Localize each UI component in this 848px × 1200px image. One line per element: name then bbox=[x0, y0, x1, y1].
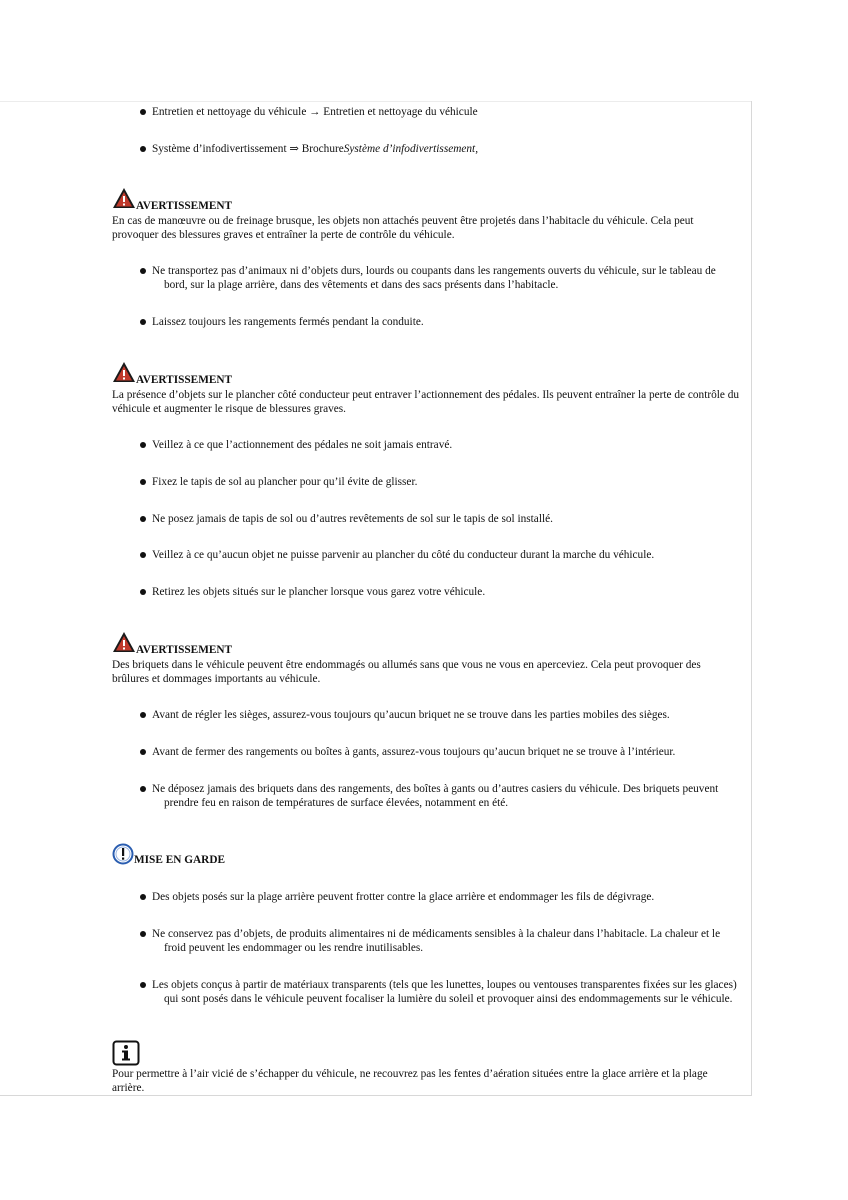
caution-heading: MISE EN GARDE bbox=[112, 853, 225, 867]
page-right-border bbox=[751, 101, 752, 1096]
warning-heading: AVERTISSEMENT bbox=[112, 199, 232, 213]
list-item: Des objets posés sur la plage arrière peuvent frotter contre la glace arrière et endommager les fils de dégivrage. bbox=[140, 890, 740, 904]
list-item: Fixez le tapis de sol au plancher pour qu’il évite de glisser. bbox=[140, 475, 740, 489]
bullet-icon bbox=[140, 552, 146, 558]
warning-paragraph: La présence d’objets sur le plancher côté conducteur peut entraver l’actionnement des pédales. Ils peuvent entraîner la perte de contrôle du véhicule et augmenter le risque de blessures graves. bbox=[112, 389, 740, 415]
bullet-icon bbox=[140, 894, 146, 900]
warning-triangle-icon bbox=[112, 631, 136, 657]
bullet-icon bbox=[140, 982, 146, 988]
caution-exclamation-icon bbox=[112, 843, 134, 869]
list-item: Veillez à ce qu’aucun objet ne puisse parvenir au plancher du côté du conducteur durant la marche du véhicule. bbox=[140, 548, 740, 562]
list-item: Avant de régler les sièges, assurez-vous toujours qu’aucun briquet ne se trouve dans les parties mobiles des sièges. bbox=[140, 708, 740, 722]
warning-triangle-icon bbox=[112, 361, 136, 387]
list-item: Les objets conçus à partir de matériaux transparents (tels que les lunettes, loupes ou ventouses transparentes fixées sur les glaces) qui sont posés dans le véhicule peuvent focaliser la lumière du soleil et provoquer ainsi des endommagements sur le véhicule. bbox=[140, 978, 740, 1006]
warning-heading: AVERTISSEMENT bbox=[112, 373, 232, 387]
warning-triangle-icon bbox=[112, 187, 136, 213]
bullet-icon bbox=[140, 479, 146, 485]
bullet-icon bbox=[140, 786, 146, 792]
warning-paragraph: En cas de manœuvre ou de freinage brusque, les objets non attachés peuvent être projetés dans l’habitacle du véhicule. Cela peut provoquer des blessures graves et entraîner la perte de contrôle du véhicule. bbox=[112, 215, 694, 241]
bullet-icon bbox=[140, 516, 146, 522]
bullet-icon bbox=[140, 749, 146, 755]
list-item: Laissez toujours les rangements fermés pendant la conduite. bbox=[140, 315, 740, 329]
bullet-icon bbox=[140, 146, 146, 152]
bullet-icon bbox=[140, 931, 146, 937]
list-item: Entretien et nettoyage du véhicule → Entretien et nettoyage du véhicule bbox=[140, 105, 740, 119]
list-item: Système d’infodivertissement ⇒ BrochureSystème d’infodivertissement, bbox=[140, 142, 740, 156]
brochure-link[interactable]: Système d’infodivertissement, bbox=[343, 143, 479, 155]
page-top-border bbox=[0, 101, 752, 102]
list-item: Ne déposez jamais des briquets dans des rangements, des boîtes à gants ou d’autres casiers du véhicule. Des briquets peuvent prendre feu en raison de températures de surface élevées, notamment en été. bbox=[140, 782, 740, 810]
list-item: Avant de fermer des rangements ou boîtes à gants, assurez-vous toujours qu’aucun briquet ne se trouve à l’intérieur. bbox=[140, 745, 740, 759]
info-paragraph: Pour permettre à l’air vicié de s’échapper du véhicule, ne recouvrez pas les fentes d’aération situées entre la glace arrière et la plage arrière. bbox=[112, 1068, 708, 1094]
warning-heading: AVERTISSEMENT bbox=[112, 643, 232, 657]
page-bottom-border bbox=[0, 1095, 752, 1096]
list-item: Ne conservez pas d’objets, de produits alimentaires ni de médicaments sensibles à la chaleur dans l’habitacle. La chaleur et le froid peuvent les endommager ou les rendre inutilisables. bbox=[140, 927, 740, 955]
bullet-icon bbox=[140, 109, 146, 115]
bullet-icon bbox=[140, 268, 146, 274]
warning-paragraph: Des briquets dans le véhicule peuvent être endommagés ou allumés sans que vous ne vous en aperceviez. Cela peut provoquer des brûlures et dommages importants au véhicule. bbox=[112, 659, 701, 685]
bullet-icon bbox=[140, 712, 146, 718]
info-icon bbox=[112, 1040, 140, 1066]
list-item: Ne transportez pas d’animaux ni d’objets durs, lourds ou coupants dans les rangements ouverts du véhicule, sur le tableau de bord, sur la plage arrière, dans des vêtements et dans des sacs présents dans l’habitacle. bbox=[140, 264, 740, 292]
list-item: Ne posez jamais de tapis de sol ou d’autres revêtements de sol sur le tapis de sol installé. bbox=[140, 512, 740, 526]
list-item: Retirez les objets situés sur le plancher lorsque vous garez votre véhicule. bbox=[140, 585, 740, 599]
list-item: Veillez à ce que l’actionnement des pédales ne soit jamais entravé. bbox=[140, 438, 740, 452]
bullet-icon bbox=[140, 589, 146, 595]
crossref-link[interactable]: → Entretien et nettoyage du véhicule bbox=[306, 106, 478, 118]
bullet-icon bbox=[140, 319, 146, 325]
bullet-icon bbox=[140, 442, 146, 448]
